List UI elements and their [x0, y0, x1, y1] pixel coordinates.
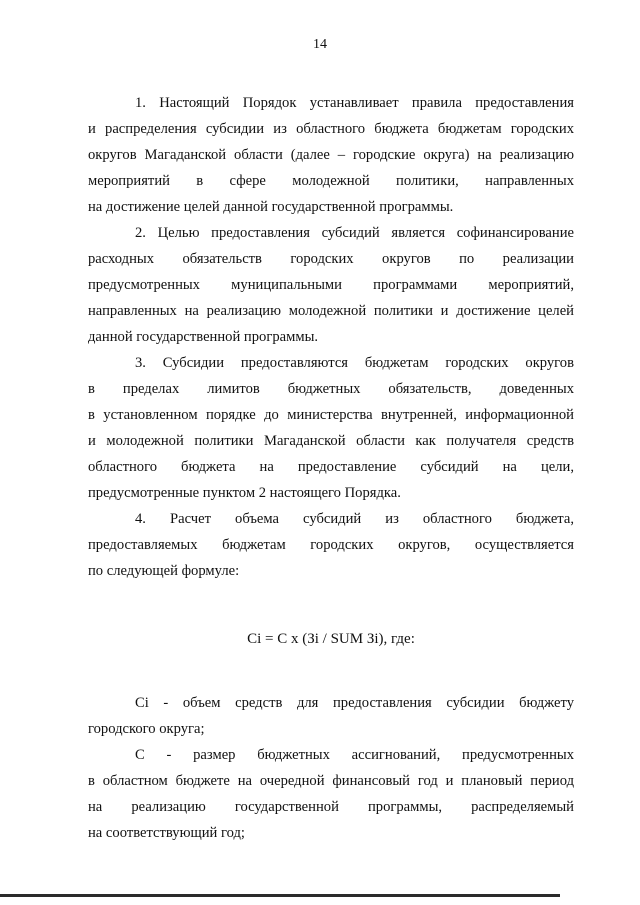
paragraph-line: 1. Настоящий Порядок устанавливает правила предоставления — [135, 95, 574, 111]
numbered-paragraph — [88, 350, 574, 506]
paragraph-line: 4. Расчет объема субсидий из областного бюджета, — [135, 511, 574, 527]
paragraphs-before-formula — [88, 90, 574, 584]
paragraph-line: и распределения субсидии из областного бюджета бюджетам городских — [88, 121, 574, 137]
definition-paragraph — [88, 742, 574, 846]
document-body — [88, 90, 574, 846]
paragraph-line: Ci - объем средств для предоставления субсидии бюджету — [135, 695, 574, 711]
paragraph-line: в установленном порядке до министерства внутренней, информационной — [88, 407, 574, 423]
paragraph-line: на реализацию государственной программы, распределяемый — [88, 799, 574, 815]
formula: Ci = C x (Зi / SUM Зi), где: — [247, 631, 415, 647]
paragraph-line: предусмотренные пунктом 2 настоящего Порядка. — [88, 485, 401, 501]
scan-edge-line — [0, 894, 560, 897]
definition-paragraph — [88, 690, 574, 742]
paragraphs-after-formula — [88, 690, 574, 846]
paragraph-line: городского округа; — [88, 721, 205, 737]
paragraph-line: C - размер бюджетных ассигнований, предусмотренных — [135, 747, 574, 763]
paragraph-line: мероприятий в сфере молодежной политики, направленных — [88, 173, 574, 189]
paragraph-line: 2. Целью предоставления субсидий является софинансирование — [135, 225, 574, 241]
paragraph-line: предусмотренных муниципальными программами мероприятий, — [88, 277, 574, 293]
numbered-paragraph — [88, 90, 574, 220]
paragraph-line: в пределах лимитов бюджетных обязательств, доведенных — [88, 381, 574, 397]
paragraph-line: расходных обязательств городских округов по реализации — [88, 251, 574, 267]
paragraph-line: в областном бюджете на очередной финансовый год и плановый период — [88, 773, 574, 789]
numbered-paragraph — [88, 220, 574, 350]
paragraph-line: по следующей формуле: — [88, 563, 240, 579]
paragraph-line: областного бюджета на предоставление субсидий на цели, — [88, 459, 574, 475]
paragraph-line: на соответствующий год; — [88, 825, 245, 841]
paragraph-line: 3. Субсидии предоставляются бюджетам городских округов — [135, 355, 574, 371]
paragraph-line: данной государственной программы. — [88, 329, 319, 345]
page-number: 14 — [313, 37, 327, 52]
numbered-paragraph — [88, 506, 574, 584]
paragraph-line: предоставляемых бюджетам городских округов, осуществляется — [88, 537, 574, 553]
paragraph-line: и молодежной политики Магаданской области как получателя средств — [88, 433, 574, 449]
paragraph-line: на достижение целей данной государственной программы. — [88, 199, 454, 215]
paragraph-line: направленных на реализацию молодежной политики и достижение целей — [88, 303, 574, 319]
paragraph-line: округов Магаданской области (далее – городские округа) на реализацию — [88, 147, 574, 163]
